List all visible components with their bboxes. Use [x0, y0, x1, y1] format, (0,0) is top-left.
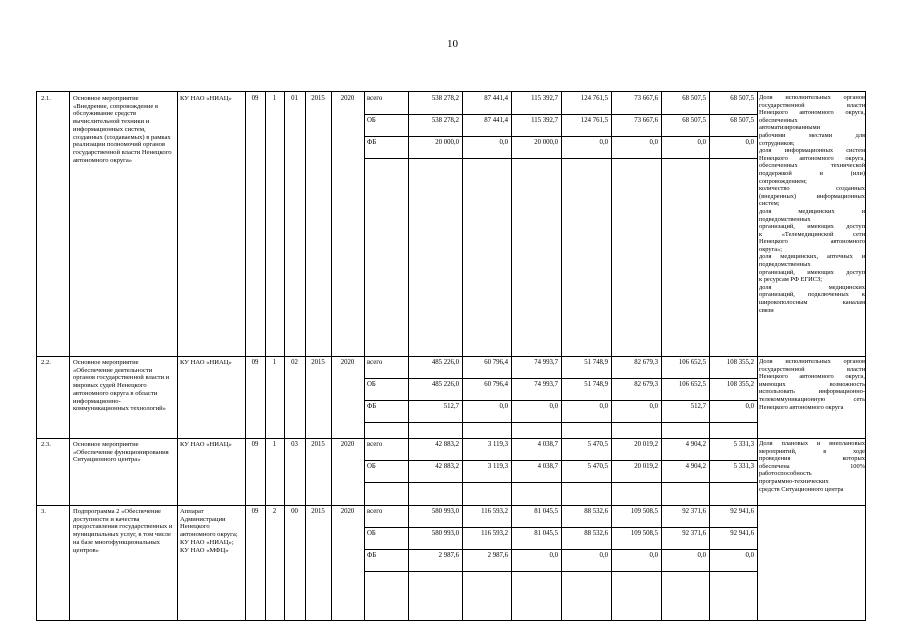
- budget-code: 1: [272, 359, 277, 366]
- measure-name: Подпрограмма 2 «Обеспечение доступности и качества предоставления государственных и муниципальных услуг, в том числе на базе многофункциональных центров»: [73, 508, 173, 554]
- finance-source: всего: [367, 508, 383, 515]
- finance-value: 87 441,4: [484, 117, 508, 124]
- result-line: государственной власти: [759, 365, 865, 373]
- finance-value: 0,0: [499, 139, 508, 146]
- budget-code: 00: [291, 508, 298, 515]
- finance-value: 580 993,0: [431, 530, 459, 537]
- finance-value: 106 652,5: [678, 381, 706, 388]
- result-line: доля информационных систем: [759, 147, 865, 155]
- result-line: Ненецкого автономного: [759, 238, 865, 246]
- finance-value: 82 679,3: [634, 359, 658, 366]
- measure-name: Основное мероприятие «Внедрение, сопровождение в обслуживание средств вычислительной техники и информационных систем, созданных (создаваемых) в рамках реализации полномочий органов государственной власти Ненецкого автономного округа»: [73, 95, 172, 164]
- finance-value: 88 532,6: [584, 530, 608, 537]
- result-line: Доля плановых и внеплановых: [759, 440, 865, 447]
- finance-value: 0,0: [697, 552, 706, 559]
- result-line: мероприятий, в ходе: [759, 447, 865, 455]
- finance-value: 68 507,5: [682, 95, 706, 102]
- finance-value: 0,0: [549, 403, 558, 410]
- executor: КУ НАО «НИАЦ»: [180, 441, 232, 448]
- finance-value: 108 355,2: [726, 381, 754, 388]
- result-line: связи: [759, 306, 774, 314]
- row-number: 2.3.: [41, 441, 51, 448]
- budget-code: 03: [291, 441, 298, 448]
- result-line: государственной власти: [759, 101, 865, 109]
- finance-value: 4 038,7: [537, 463, 558, 470]
- expected-result: [759, 440, 865, 493]
- budget-code: 09: [251, 95, 259, 102]
- finance-source: ОБ: [367, 381, 376, 388]
- finance-source: всего: [367, 441, 383, 448]
- program-table: [36, 91, 866, 621]
- result-line: количество созданных: [759, 185, 865, 193]
- finance-row-border: [364, 549, 757, 550]
- finance-value: 512,7: [443, 403, 459, 410]
- finance-source: ФБ: [367, 403, 377, 410]
- result-line: работоспособность: [759, 470, 812, 478]
- finance-value: 5 470,5: [587, 463, 608, 470]
- budget-code: 09: [251, 508, 259, 515]
- finance-value: 109 508,5: [630, 508, 658, 515]
- finance-value: 60 796,4: [484, 381, 508, 388]
- result-line: систем;: [759, 200, 780, 208]
- finance-value: 115 392,7: [531, 117, 558, 124]
- finance-value: 0,0: [599, 403, 608, 410]
- finance-value: 88 532,6: [584, 508, 608, 515]
- finance-value: 92 371,6: [682, 530, 706, 537]
- finance-value: 2 987,6: [438, 552, 459, 559]
- finance-value: 108 355,2: [726, 359, 754, 366]
- finance-value: 4 904,2: [685, 463, 706, 470]
- finance-value: 81 045,5: [534, 508, 558, 515]
- finance-value: 124 761,5: [580, 95, 608, 102]
- result-line: программно-технических: [759, 477, 829, 485]
- finance-value: 73 667,6: [634, 95, 658, 102]
- finance-value: 20 019,2: [634, 441, 658, 448]
- budget-code: 1: [272, 441, 277, 448]
- measure-name: Основное мероприятие «Обеспечение функционирования Ситуационного центра»: [73, 441, 169, 464]
- finance-value: 115 392,7: [531, 95, 558, 102]
- result-line: обеспеченных технической: [759, 162, 865, 170]
- finance-row-border: [364, 400, 757, 401]
- finance-value: 116 593,2: [481, 508, 508, 515]
- start-year: 2015: [311, 441, 325, 448]
- result-line: (внедренных) информационных: [759, 192, 865, 200]
- finance-value: 42 883,2: [435, 463, 459, 470]
- result-line: обеспеченных: [759, 116, 798, 124]
- result-line: к «Телемедицинской сети: [759, 230, 865, 238]
- budget-code: 09: [251, 441, 259, 448]
- finance-value: 0,0: [599, 139, 608, 146]
- finance-value: 51 748,9: [584, 359, 608, 366]
- result-line: рабочими местами для: [759, 131, 865, 139]
- result-line: поддержкой и (или): [759, 169, 865, 177]
- finance-value: 0,0: [745, 139, 754, 146]
- finance-source: ФБ: [367, 139, 377, 146]
- finance-value: 0,0: [745, 552, 754, 559]
- result-line: организаций, имеющих доступ: [759, 268, 865, 276]
- result-line: сопровождением;: [759, 177, 807, 185]
- finance-value: 2 987,6: [487, 552, 508, 559]
- result-line: Ненецкого автономного округа,: [759, 109, 865, 117]
- result-line: проведения которых: [759, 455, 865, 463]
- finance-value: 0,0: [697, 139, 706, 146]
- result-line: Ненецкого автономного округа,: [759, 154, 865, 162]
- result-line: имеющих возможность: [759, 380, 865, 388]
- row-border: [37, 356, 865, 357]
- finance-value: 538 278,2: [431, 95, 459, 102]
- end-year: 2020: [340, 441, 355, 448]
- finance-value: 116 593,2: [481, 530, 508, 537]
- finance-value: 4 038,7: [537, 441, 558, 448]
- result-line: организаций, имеющих доступ: [759, 223, 865, 231]
- result-line: доля медицинских: [759, 283, 865, 291]
- finance-value: 42 883,2: [435, 441, 459, 448]
- finance-value: 5 331,3: [733, 463, 754, 470]
- executor: КУ НАО «НИАЦ»: [180, 359, 232, 366]
- executor: КУ НАО «НИАЦ»: [180, 95, 232, 102]
- result-line: телекоммуникационную сеть: [759, 395, 865, 403]
- finance-row-border: [364, 114, 757, 115]
- finance-value: 3 119,3: [487, 463, 508, 470]
- finance-row-border: [364, 378, 757, 379]
- result-line: доля медицинских и: [759, 207, 865, 215]
- result-line: к ресурсам РФ ЕГИСЗ;: [759, 276, 822, 284]
- finance-row-border: [364, 158, 757, 159]
- finance-source: ОБ: [367, 463, 376, 470]
- finance-value: 0,0: [649, 139, 658, 146]
- row-border: [37, 505, 865, 506]
- finance-value: 580 993,0: [431, 508, 459, 515]
- finance-value: 106 652,5: [678, 359, 706, 366]
- finance-source: всего: [367, 95, 383, 102]
- finance-value: 0,0: [745, 403, 754, 410]
- finance-value: 485 226,0: [431, 381, 459, 388]
- finance-value: 4 904,2: [685, 441, 706, 448]
- end-year: 2020: [340, 95, 355, 102]
- result-line: Ненецкого автономного округа: [759, 403, 844, 411]
- executor: Аппарат Администрации Ненецкого автономного округа; КУ НАО «НИАЦ»; КУ НАО «МФЦ»: [180, 508, 238, 554]
- finance-value: 5 470,5: [587, 441, 608, 448]
- result-line: подведомственных: [759, 261, 811, 269]
- finance-value: 74 993,7: [534, 359, 558, 366]
- budget-code: 1: [272, 95, 277, 102]
- start-year: 2015: [311, 508, 325, 515]
- finance-value: 20 019,2: [634, 463, 658, 470]
- budget-code: 2: [272, 508, 277, 515]
- finance-value: 68 507,5: [730, 117, 754, 124]
- finance-value: 92 941,6: [730, 530, 754, 537]
- result-line: средств Ситуационного центра: [759, 485, 844, 493]
- finance-source: ОБ: [367, 117, 376, 124]
- finance-value: 0,0: [599, 552, 608, 559]
- result-line: широкополосным каналам: [759, 299, 865, 307]
- finance-source: всего: [367, 359, 383, 366]
- finance-value: 87 441,4: [484, 95, 508, 102]
- end-year: 2020: [340, 508, 355, 515]
- finance-value: 92 941,6: [730, 508, 754, 515]
- start-year: 2015: [311, 359, 325, 366]
- finance-row-border: [364, 460, 757, 461]
- result-line: использовать информационно-: [759, 388, 865, 396]
- result-line: округа»;: [759, 245, 783, 253]
- finance-value: 81 045,5: [534, 530, 558, 537]
- result-line: Доля исполнительных органов: [759, 94, 865, 101]
- finance-value: 68 507,5: [730, 95, 754, 102]
- finance-value: 538 278,2: [431, 117, 459, 124]
- result-line: доля медицинских, аптечных и: [759, 253, 865, 261]
- finance-source: ФБ: [367, 552, 377, 559]
- finance-row-border: [364, 527, 757, 528]
- finance-value: 512,7: [690, 403, 706, 410]
- budget-code: 02: [291, 359, 298, 366]
- result-line: организаций, подключенных к: [759, 291, 865, 299]
- row-border: [37, 438, 865, 439]
- result-line: обеспечена 100%: [759, 462, 865, 470]
- result-line: подведомственных: [759, 215, 811, 223]
- finance-value: 0,0: [649, 403, 658, 410]
- row-number: 2.2.: [41, 359, 51, 366]
- row-number: 3.: [41, 508, 46, 515]
- measure-name: Основное мероприятие «Обеспечение деятельности органов государственной власти и мировых судей Ненецкого автономного округа в области информационно-коммуникационных технологий»: [73, 359, 170, 413]
- row-number: 2.1.: [41, 95, 51, 102]
- start-year: 2015: [311, 95, 325, 102]
- result-line: Ненецкого автономного округа,: [759, 373, 865, 381]
- finance-value: 0,0: [649, 552, 658, 559]
- end-year: 2020: [340, 359, 355, 366]
- finance-source: ОБ: [367, 530, 376, 537]
- finance-value: 0,0: [549, 552, 558, 559]
- result-line: автоматизированными: [759, 124, 821, 132]
- finance-value: 20 000,0: [534, 139, 558, 146]
- finance-row-border: [364, 571, 757, 572]
- finance-value: 20 000,0: [435, 139, 459, 146]
- finance-value: 485 226,0: [431, 359, 459, 366]
- finance-value: 51 748,9: [584, 381, 608, 388]
- budget-code: 01: [291, 95, 298, 102]
- finance-row-border: [364, 482, 757, 483]
- finance-value: 82 679,3: [634, 381, 658, 388]
- finance-row-border: [364, 136, 757, 137]
- result-line: сотрудников;: [759, 139, 795, 147]
- finance-value: 109 508,5: [630, 530, 658, 537]
- result-line: Доля исполнительных органов: [759, 358, 865, 365]
- finance-value: 60 796,4: [484, 359, 508, 366]
- finance-value: 92 371,6: [682, 508, 706, 515]
- budget-code: 09: [251, 359, 259, 366]
- finance-value: 3 119,3: [487, 441, 508, 448]
- page-number: 10: [447, 38, 458, 50]
- expected-result: [759, 94, 865, 314]
- finance-value: 124 761,5: [580, 117, 608, 124]
- finance-value: 68 507,5: [682, 117, 706, 124]
- expected-result: [759, 358, 865, 411]
- finance-row-border: [364, 422, 757, 423]
- finance-value: 74 993,7: [534, 381, 558, 388]
- finance-value: 73 667,6: [634, 117, 658, 124]
- finance-value: 5 331,3: [733, 441, 754, 448]
- finance-value: 0,0: [499, 403, 508, 410]
